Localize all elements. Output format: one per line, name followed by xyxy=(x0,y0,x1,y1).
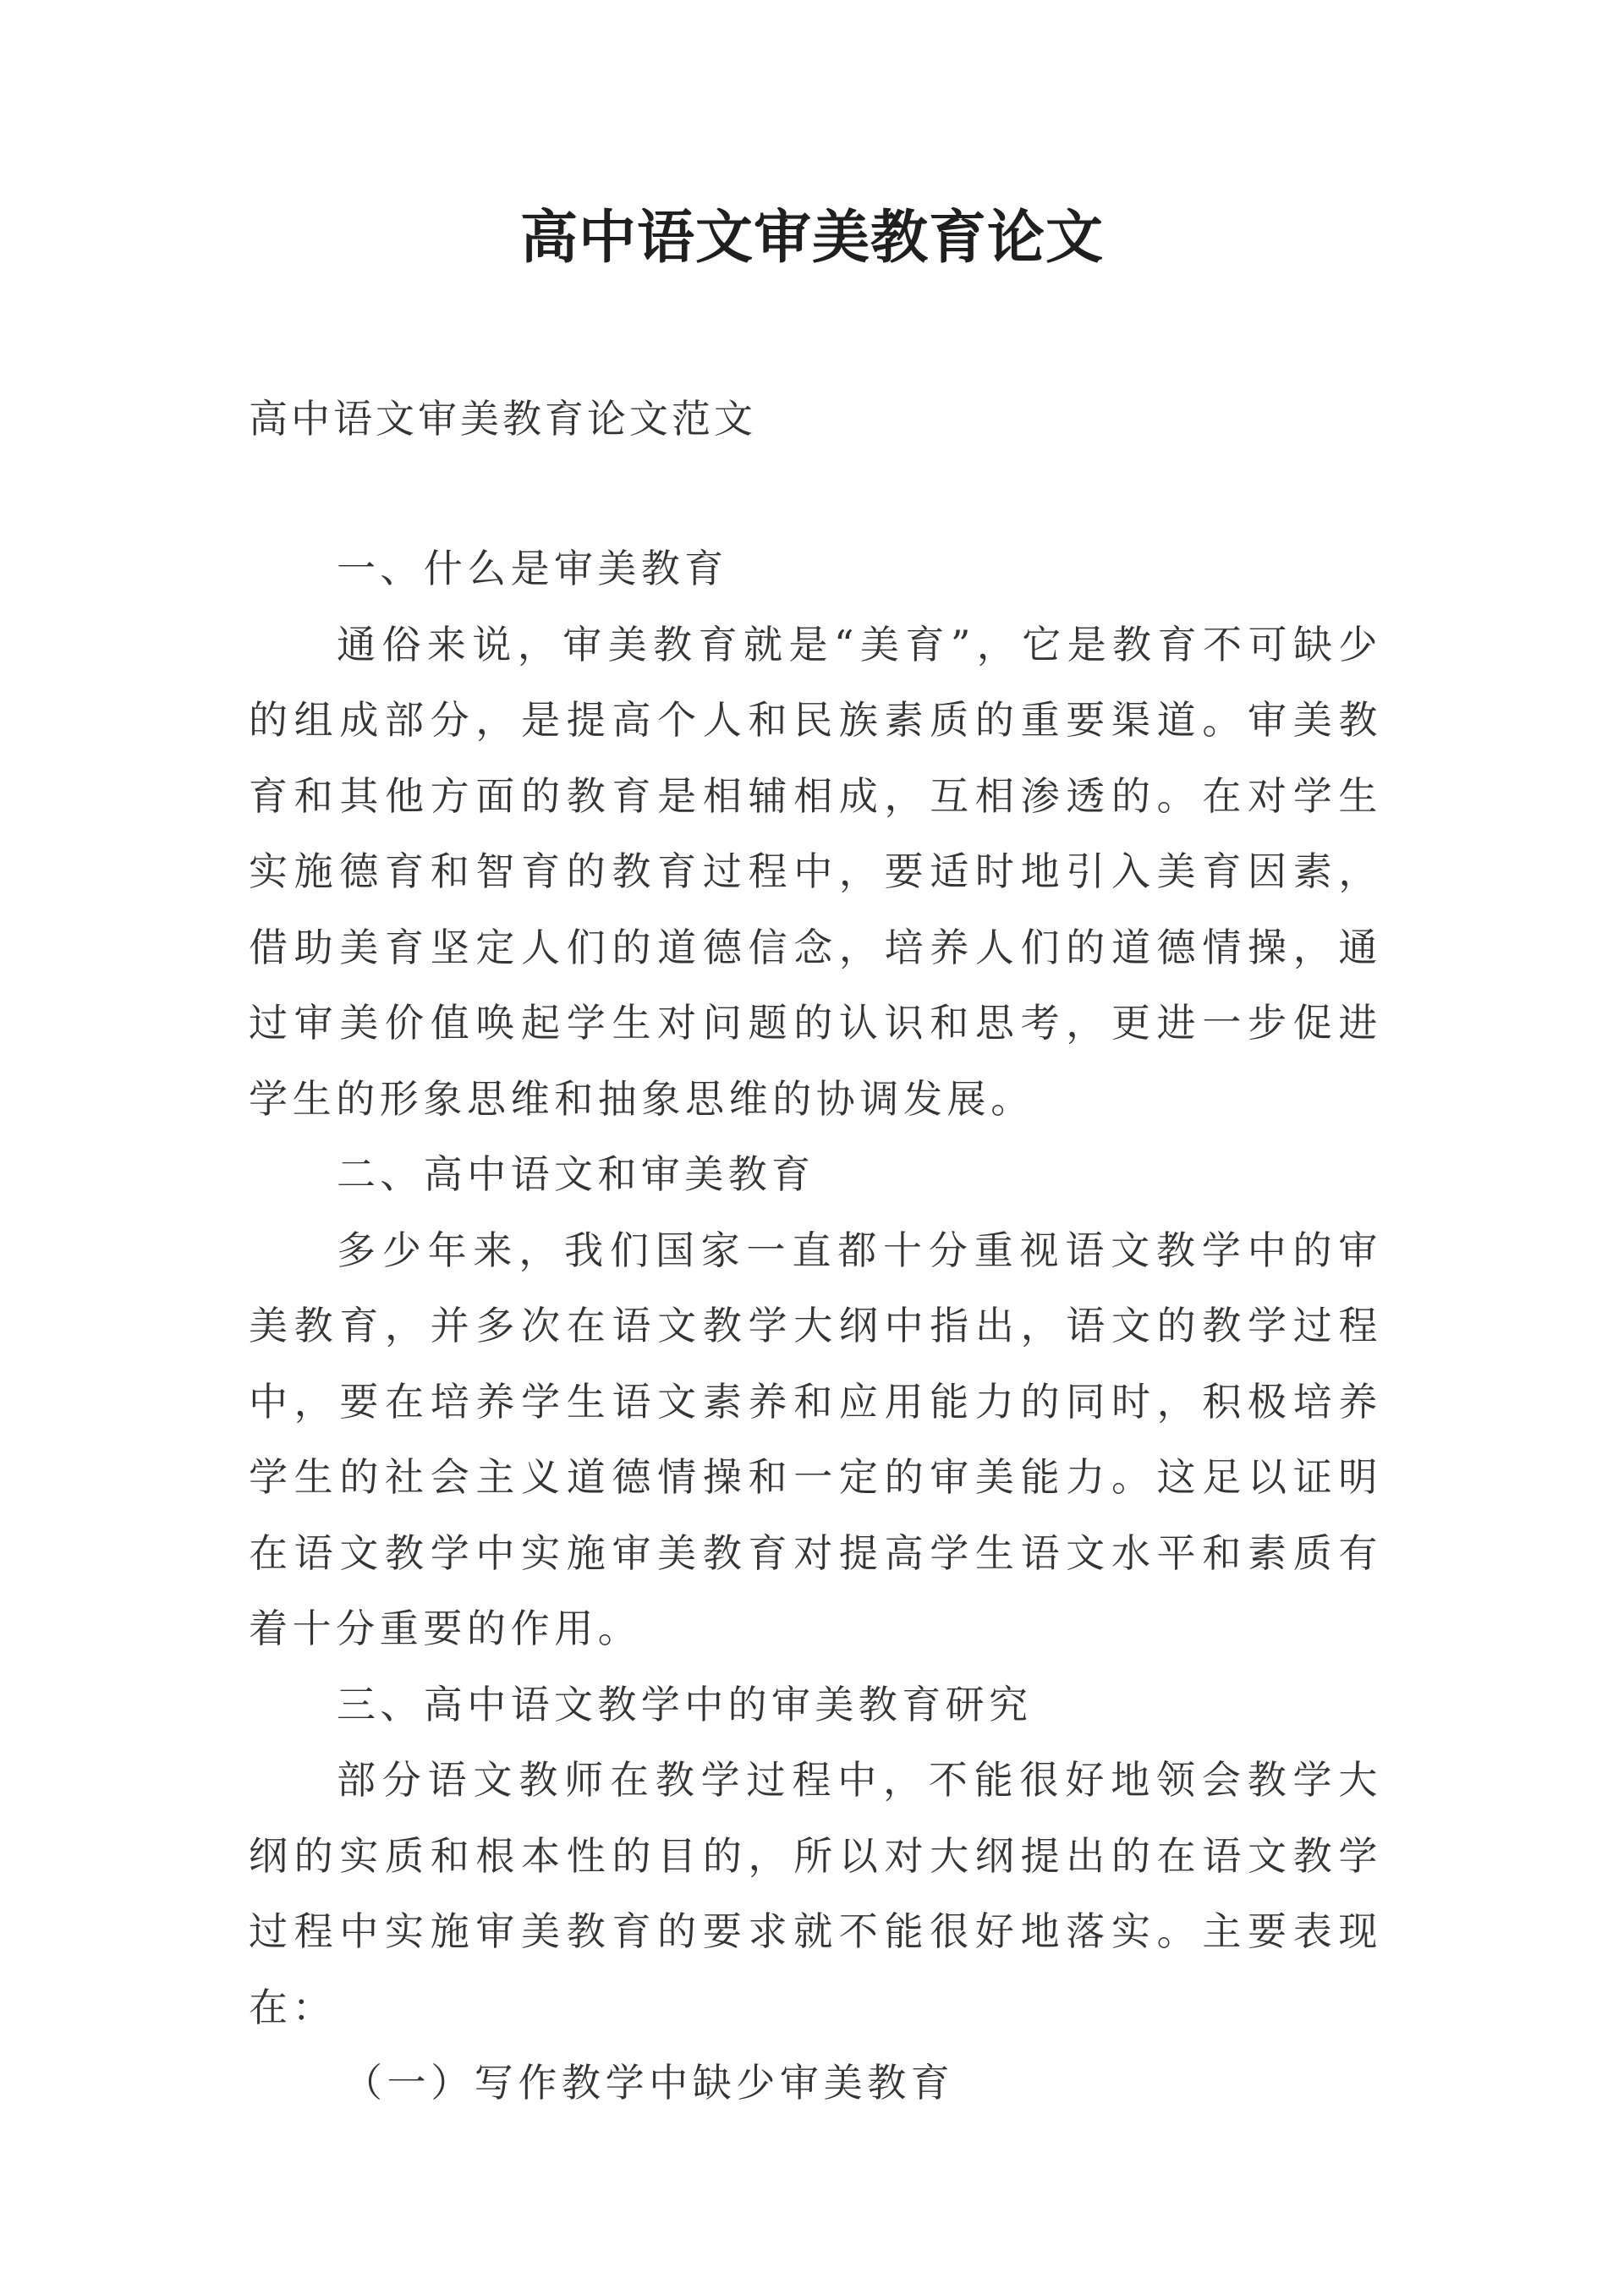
paragraph-3: 部分语文教师在教学过程中，不能很好地领会教学大纲的实质和根本性的目的，所以对大纲提出的在语文教学过程中实施审美教育的要求就不能很好地落实。主要表现在： xyxy=(249,1757,1382,2030)
document-title: 高中语文审美教育论文 xyxy=(519,204,1104,272)
section-heading-2: 二、高中语文和审美教育 xyxy=(337,1151,815,1197)
subsection-heading-1: （一）写作教学中缺少审美教育 xyxy=(343,2060,955,2106)
document-body xyxy=(249,531,1382,2122)
section-heading-1: 一、什么是审美教育 xyxy=(337,546,728,591)
paragraph-1: 通俗来说，审美教育就是“美育”，它是教育不可缺少的组成部分，是提高个人和民族素质的重要渠道。审美教育和其他方面的教育是相辅相成，互相渗透的。在对学生实施德育和智育的教育过程中，要适时地引入美育因素，借助美育坚定人们的道德信念，培养人们的道德情操，通过审美价值唤起学生对问题的认识和思考，更进一步促进学生的形象思维和抽象思维的协调发展。 xyxy=(249,621,1382,1122)
paragraph-2: 多少年来，我们国家一直都十分重视语文教学中的审美教育，并多次在语文教学大纲中指出，语文的教学过程中，要在培养学生语文素养和应用能力的同时，积极培养学生的社会主义道德情操和一定的审美能力。这足以证明在语文教学中实施审美教育对提高学生语文水平和素质有着十分重要的作用。 xyxy=(249,1227,1382,1651)
section-heading-3: 三、高中语文教学中的审美教育研究 xyxy=(337,1681,1033,1727)
document-subtitle: 高中语文审美教育论文范文 xyxy=(249,396,756,442)
